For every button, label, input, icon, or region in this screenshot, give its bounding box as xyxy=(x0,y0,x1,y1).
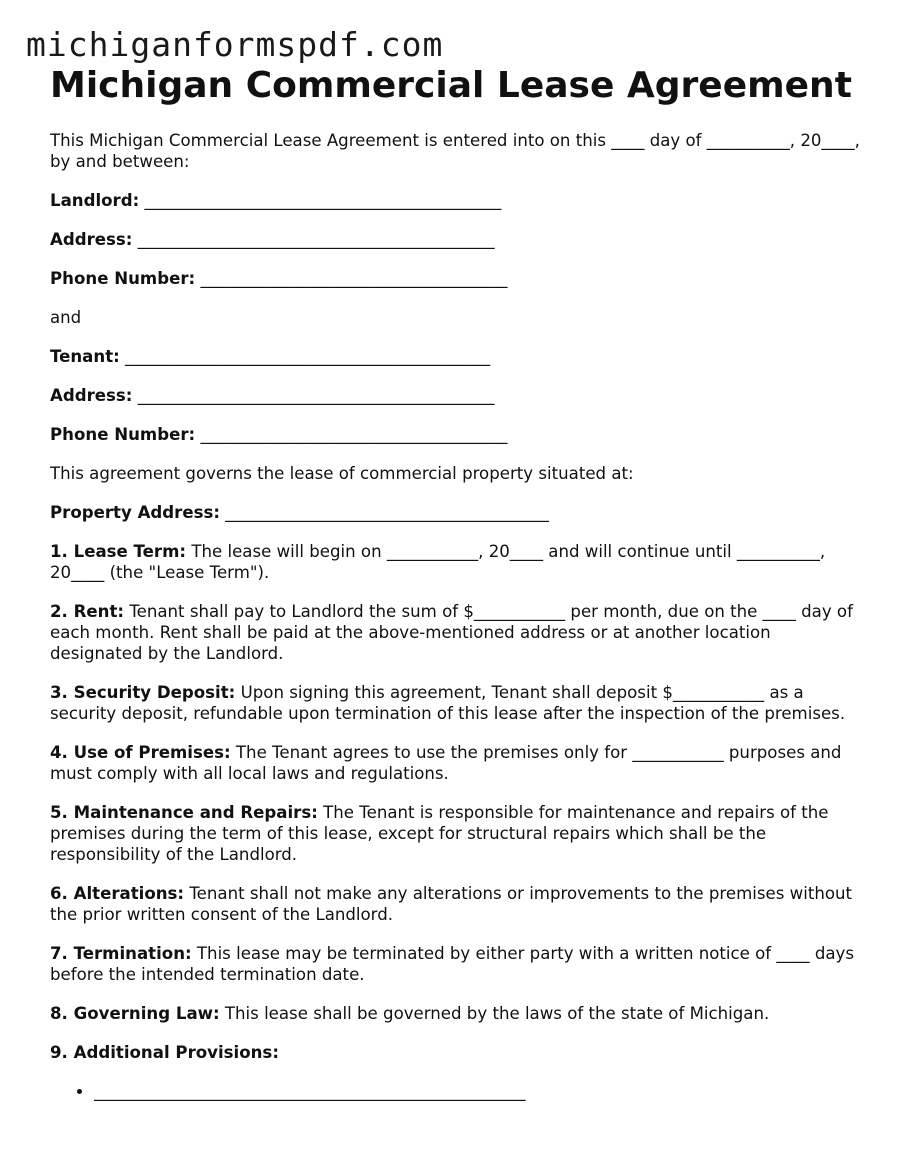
landlord-label: Landlord: xyxy=(50,191,140,210)
tenant-phone-line xyxy=(50,424,860,445)
section-text: The Tenant is responsible for maintenance and repairs of the premises during the term of this lease, except for structural repairs which shall be the responsibility of the Landlord. xyxy=(50,803,829,864)
section-alterations xyxy=(50,883,860,925)
provision-item: • ____________________________________________________ xyxy=(94,1081,860,1102)
provisions-list xyxy=(50,1081,860,1102)
section-governing-law xyxy=(50,1003,860,1024)
governs-text: This agreement governs the lease of commercial property situated at: xyxy=(50,464,634,483)
tenant-name-blank: ____________________________________________ xyxy=(125,347,491,366)
section-security-deposit xyxy=(50,682,860,724)
landlord-address-label: Address: xyxy=(50,230,133,249)
property-address-line xyxy=(50,502,860,523)
section-text: Tenant shall pay to Landlord the sum of $___________ per month, due on the ____ day of each month. Rent shall be paid at the above-mentioned address or at another location designated by the Landlord. xyxy=(50,602,853,663)
section-use-of-premises xyxy=(50,742,860,784)
section-text: Tenant shall not make any alterations or improvements to the premises without the prior written consent of the Landlord. xyxy=(50,884,853,924)
section-text: This lease shall be governed by the laws of the state of Michigan. xyxy=(224,1004,770,1023)
tenant-name-line xyxy=(50,346,860,367)
section-heading: 5. Maintenance and Repairs: xyxy=(50,803,318,822)
document-body xyxy=(50,130,860,1102)
landlord-phone-blank: _____________________________________ xyxy=(200,269,508,288)
tenant-address-line xyxy=(50,385,860,406)
section-rent xyxy=(50,601,860,664)
landlord-address-blank: ___________________________________________ xyxy=(137,230,495,249)
section-text: The Tenant agrees to use the premises only for ___________ purposes and must comply with all local laws and regulations. xyxy=(50,743,842,783)
property-address-label: Property Address: xyxy=(50,503,221,522)
landlord-name-line xyxy=(50,190,860,211)
page-title: Michigan Commercial Lease Agreement xyxy=(50,65,852,106)
landlord-address-line xyxy=(50,229,860,250)
landlord-name-blank: ___________________________________________ xyxy=(144,191,502,210)
tenant-phone-label: Phone Number: xyxy=(50,425,196,444)
landlord-phone-line xyxy=(50,268,860,289)
tenant-phone-blank: _____________________________________ xyxy=(200,425,508,444)
section-lease-term xyxy=(50,541,860,583)
tenant-label: Tenant: xyxy=(50,347,120,366)
section-heading: 7. Termination: xyxy=(50,944,192,963)
tenant-address-label: Address: xyxy=(50,386,133,405)
section-additional-provisions xyxy=(50,1042,860,1063)
property-address-blank: _______________________________________ xyxy=(225,503,549,522)
section-heading: 1. Lease Term: xyxy=(50,542,187,561)
section-heading: 4. Use of Premises: xyxy=(50,743,231,762)
section-text: This lease may be terminated by either party with a written notice of ____ days before the intended termination date. xyxy=(50,944,855,984)
section-maintenance xyxy=(50,802,860,865)
site-watermark: michiganformspdf.com xyxy=(26,25,444,64)
section-heading: 8. Governing Law: xyxy=(50,1004,220,1023)
section-heading: 9. Additional Provisions: xyxy=(50,1043,279,1062)
section-heading: 3. Security Deposit: xyxy=(50,683,236,702)
landlord-phone-label: Phone Number: xyxy=(50,269,196,288)
section-heading: 6. Alterations: xyxy=(50,884,185,903)
intro-paragraph: This Michigan Commercial Lease Agreement is entered into on this ____ day of __________, 20____, by and between: xyxy=(50,131,860,171)
tenant-address-blank: ___________________________________________ xyxy=(137,386,495,405)
section-termination xyxy=(50,943,860,985)
section-heading: 2. Rent: xyxy=(50,602,125,621)
section-text: Upon signing this agreement, Tenant shall deposit $___________ as a security deposit, refundable upon termination of this lease after the inspection of the premises. xyxy=(50,683,846,723)
and-text: and xyxy=(50,308,82,327)
section-text: The lease will begin on ___________, 20____ and will continue until __________, 20____ (the "Lease Term"). xyxy=(50,542,826,582)
